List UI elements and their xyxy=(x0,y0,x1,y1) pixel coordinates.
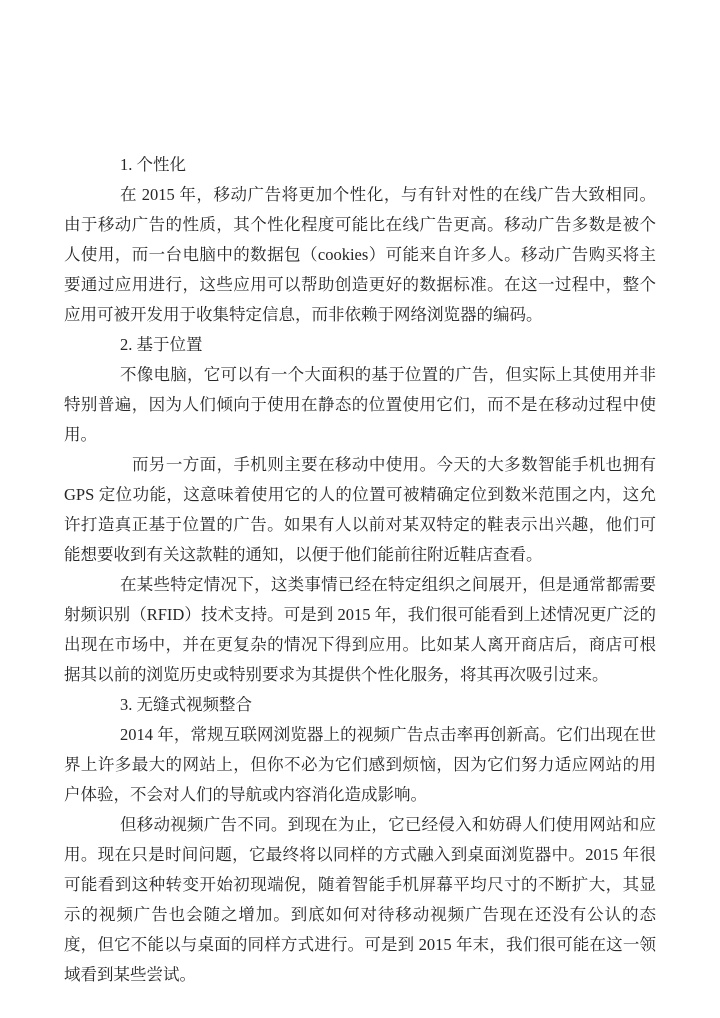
section-1-heading: 1. 个性化 xyxy=(120,155,186,174)
section-2-paragraph-2: 而另一方面，手机则主要在移动中使用。今天的大多数智能手机也拥有 GPS 定位功能，这意味着使用它的人的位置可被精确定位到数米范围之内，这允许打造真正基于位置的广告。如果有人以前对某双特定的鞋表示出兴趣，他们可能想要收到有关这款鞋的通知，以便于他们能前往附近鞋店查看。 xyxy=(64,455,656,564)
section-2-heading: 2. 基于位置 xyxy=(120,335,203,354)
section-1-paragraph: 在 2015 年，移动广告将更加个性化，与有针对性的在线广告大致相同。由于移动广告的性质，其个性化程度可能比在线广告更高。移动广告多数是被个人使用，而一台电脑中的数据包（cookies）可能来自许多人。移动广告购买将主要通过应用进行，这些应用可以帮助创造更好的数据标准。在这一过程中，整个应用可被开发用于收集特定信息，而非依赖于网络浏览器的编码。 xyxy=(64,185,656,324)
document-content xyxy=(64,150,656,990)
section-3-paragraph-1: 2014 年，常规互联网浏览器上的视频广告点击率再创新高。它们出现在世界上许多最大的网站上，但你不必为它们感到烦恼，因为它们努力适应网站的用户体验，不会对人们的导航或内容消化造成影响。 xyxy=(64,725,656,804)
section-2-paragraph-1: 不像电脑，它可以有一个大面积的基于位置的广告，但实际上其使用并非特别普遍，因为人们倾向于使用在静态的位置使用它们，而不是在移动过程中使用。 xyxy=(64,365,656,444)
section-3-paragraph-2: 但移动视频广告不同。到现在为止，它已经侵入和妨碍人们使用网站和应用。现在只是时间问题，它最终将以同样的方式融入到桌面浏览器中。2015 年很可能看到这种转变开始初现端倪，随着智能手机屏幕平均尺寸的不断扩大，其显示的视频广告也会随之增加。到底如何对待移动视频广告现在还没有公认的态度，但它不能以与桌面的同样方式进行。可是到 2015 年末，我们很可能在这一领域看到某些尝试。 xyxy=(64,815,656,984)
section-3-heading: 3. 无缝式视频整合 xyxy=(120,695,252,714)
section-2-paragraph-3: 在某些特定情况下，这类事情已经在特定组织之间展开，但是通常都需要射频识别（RFID）技术支持。可是到 2015 年，我们很可能看到上述情况更广泛的出现在市场中，并在更复杂的情况下得到应用。比如某人离开商店后，商店可根据其以前的浏览历史或特别要求为其提供个性化服务，将其再次吸引过来。 xyxy=(64,575,656,684)
